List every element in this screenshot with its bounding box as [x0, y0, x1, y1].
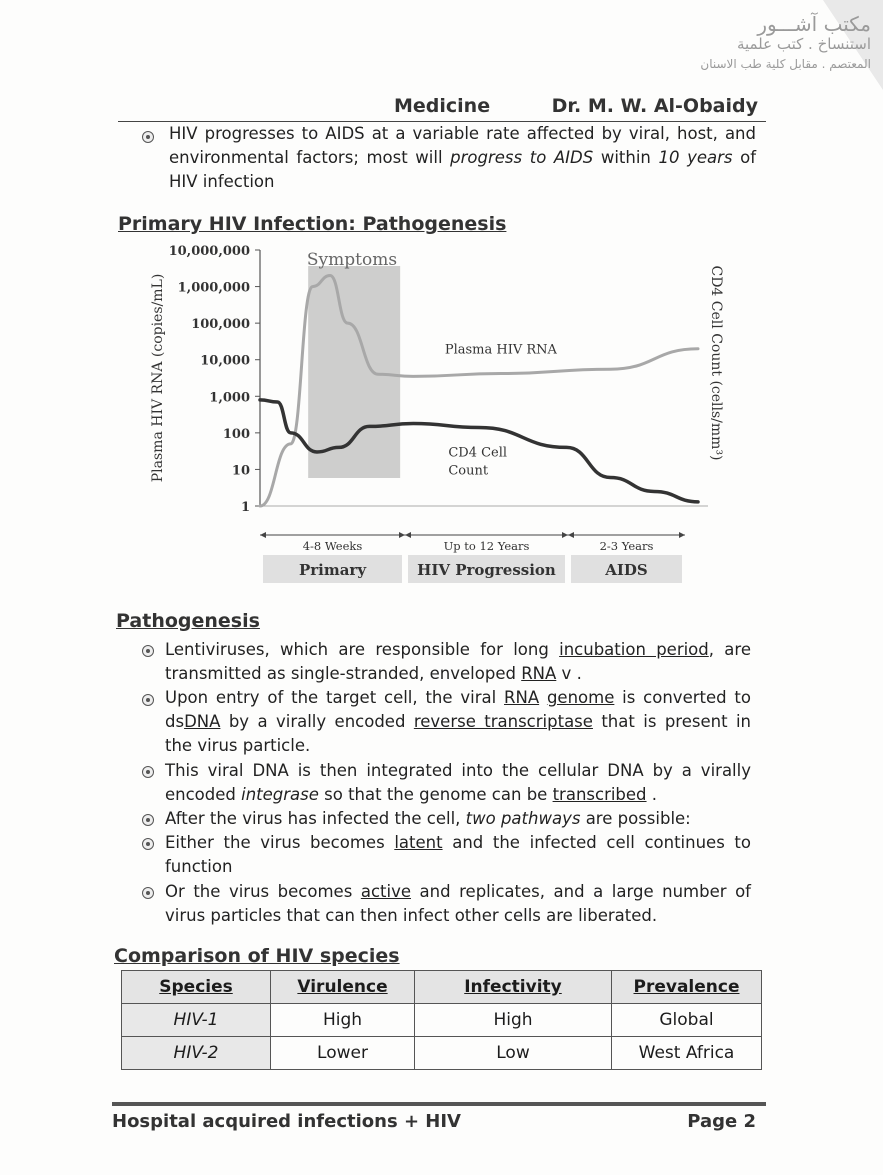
phase-duration: 4-8 Weeks: [302, 539, 363, 553]
bullet-text: are possible:: [580, 809, 691, 828]
bullet-text: v .: [556, 664, 582, 683]
table-cell: Low: [415, 1037, 612, 1070]
bullet-text: Or the virus becomes: [165, 882, 361, 901]
bullet-text: that is present in the virus particle.: [165, 712, 751, 755]
symptoms-region: [308, 266, 400, 478]
table-header-cell: [415, 971, 612, 1004]
intro-text: within: [593, 148, 659, 167]
table-header-cell: [612, 971, 762, 1004]
table-cell: HIV-1: [122, 1004, 271, 1037]
hiv-course-chart: [140, 238, 740, 590]
phase-name: AIDS: [605, 561, 648, 579]
section-title-pathogenesis: Pathogenesis: [116, 610, 260, 632]
shop-stamp: [681, 14, 871, 84]
page-num: 2: [743, 1111, 756, 1132]
underlined-term: genome: [546, 688, 615, 707]
underlined-term: latent: [394, 833, 443, 852]
underlined-term: reverse transcriptase: [413, 712, 593, 731]
y-tick-label: 10: [231, 463, 250, 479]
bullet-text: Either the virus becomes: [165, 833, 395, 852]
table-cell: Lower: [271, 1037, 415, 1070]
bullet-text: After the virus has infected the cell,: [165, 809, 466, 828]
bullet-text: [539, 688, 547, 707]
section-title-comparison: Comparison of HIV species: [114, 945, 400, 967]
y-tick-label: 10,000: [200, 353, 250, 369]
symptoms-label: Symptoms: [306, 250, 398, 270]
table-cell: High: [271, 1004, 415, 1037]
bullet-icon: [142, 645, 154, 657]
y-tick-label: 1,000: [209, 390, 250, 406]
intro-emphasis: 10 years: [658, 148, 733, 167]
intro-text: of HIV infection: [169, 148, 757, 191]
table-header-cell: [122, 971, 271, 1004]
phase-arrowhead: [568, 532, 574, 538]
intro-emphasis: progress to AIDS: [450, 148, 594, 167]
bullet-icon: [142, 131, 154, 143]
phase-arrowhead: [260, 532, 266, 538]
phase-duration: Up to 12 Years: [443, 539, 530, 553]
header-species: Species: [159, 977, 233, 997]
header-subject: Medicine: [394, 95, 491, 117]
table-cell: Global: [612, 1004, 762, 1037]
underlined-term: RNA: [521, 664, 557, 683]
bullet-text: This viral DNA is then integrated into the cellular DNA by a virally encoded: [165, 761, 751, 804]
bullet-icon: [142, 694, 154, 706]
bullet-icon: [142, 766, 154, 778]
phase-arrowhead: [562, 532, 568, 538]
intro-text: HIV progresses to AIDS at a variable rate affected by viral, host, and environmental factors; most will: [169, 124, 756, 167]
page-header: [394, 95, 764, 119]
bullet-item: [165, 807, 751, 831]
y-tick-label: 1: [240, 500, 250, 515]
table-cell: HIV-2: [122, 1037, 271, 1070]
bullet-text: and the infected cell continues to function: [165, 833, 751, 876]
table-header-cell: [271, 971, 415, 1004]
underlined-term: RNA: [504, 688, 540, 707]
bullet-text: Lentiviruses, which are responsible for long: [165, 640, 560, 659]
italic-term: two pathways: [465, 809, 581, 828]
phase-name: Primary: [298, 561, 367, 579]
page-label: Page: [687, 1111, 738, 1132]
header-prevalence: Prevalence: [633, 977, 740, 997]
bullet-item: [165, 686, 751, 758]
y-axis-title: Plasma HIV RNA (copies/mL): [150, 273, 166, 483]
bullet-item: [165, 638, 751, 686]
bullet-icon: [142, 887, 154, 899]
section-title-primary-infection: Primary HIV Infection: Pathogenesis: [118, 213, 507, 235]
annotation-plasma-rna: Plasma HIV RNA: [444, 342, 557, 358]
table-row: [122, 1037, 762, 1070]
bullet-item: [165, 759, 751, 807]
page-number: [687, 1111, 756, 1132]
stamp-line-1: مكتب آشـــور: [757, 12, 871, 36]
bullet-text: is converted to ds: [165, 688, 751, 731]
annotation-cd4-line2: Count: [448, 463, 489, 479]
underlined-term: transcribed: [552, 785, 647, 804]
phase-arrowhead: [399, 532, 405, 538]
table-header-row: [122, 971, 762, 1004]
y-tick-label: 100,000: [191, 317, 250, 333]
hiv-species-table: [121, 970, 762, 1070]
intro-paragraph: [169, 122, 756, 194]
phase-arrowhead: [405, 532, 411, 538]
stamp-line-3: المعتصم . مقابل كلية طب الاسنان: [700, 57, 871, 71]
annotation-cd4-line1: CD4 Cell: [448, 445, 508, 461]
bullet-text: Upon entry of the target cell, the viral: [165, 688, 505, 707]
phase-duration: 2-3 Years: [599, 539, 654, 553]
header-infectivity: Infectivity: [464, 977, 562, 997]
header-author: Dr. M. W. Al-Obaidy: [551, 95, 758, 117]
underlined-term: incubation period: [559, 640, 709, 659]
table-cell: West Africa: [612, 1037, 762, 1070]
bullet-item: [165, 831, 751, 879]
underlined-term: DNA: [184, 712, 221, 731]
underlined-term: active: [360, 882, 411, 901]
footer-rule: [112, 1102, 766, 1106]
table-cell: High: [415, 1004, 612, 1037]
bullet-text: so that the genome can be: [318, 785, 553, 804]
page-footer: [112, 1111, 760, 1137]
phase-name: HIV Progression: [417, 561, 556, 579]
bullet-text: , are transmitted as single-stranded, enveloped: [165, 640, 751, 683]
header-virulence: Virulence: [297, 977, 388, 997]
bullet-text: and replicates, and a large number of virus particles that can then infect other cells are liberated.: [165, 882, 751, 925]
bullet-text: .: [646, 785, 658, 804]
y-tick-label: 1,000,000: [177, 280, 250, 296]
bullet-icon: [142, 838, 154, 850]
table-row: [122, 1004, 762, 1037]
y-tick-label: 100: [222, 426, 250, 442]
italic-term: integrase: [241, 785, 319, 804]
footer-title: Hospital acquired infections + HIV: [112, 1111, 461, 1132]
y2-axis-title: CD4 Cell Count (cells/mm³): [708, 265, 724, 461]
bullet-icon: [142, 814, 154, 826]
bullet-text: by a virally encoded: [220, 712, 414, 731]
stamp-line-2: استنساخ . كتب علمية: [736, 35, 871, 53]
y-tick-label: 10,000,000: [168, 244, 250, 259]
bullet-item: [165, 880, 751, 928]
phase-arrowhead: [679, 532, 685, 538]
